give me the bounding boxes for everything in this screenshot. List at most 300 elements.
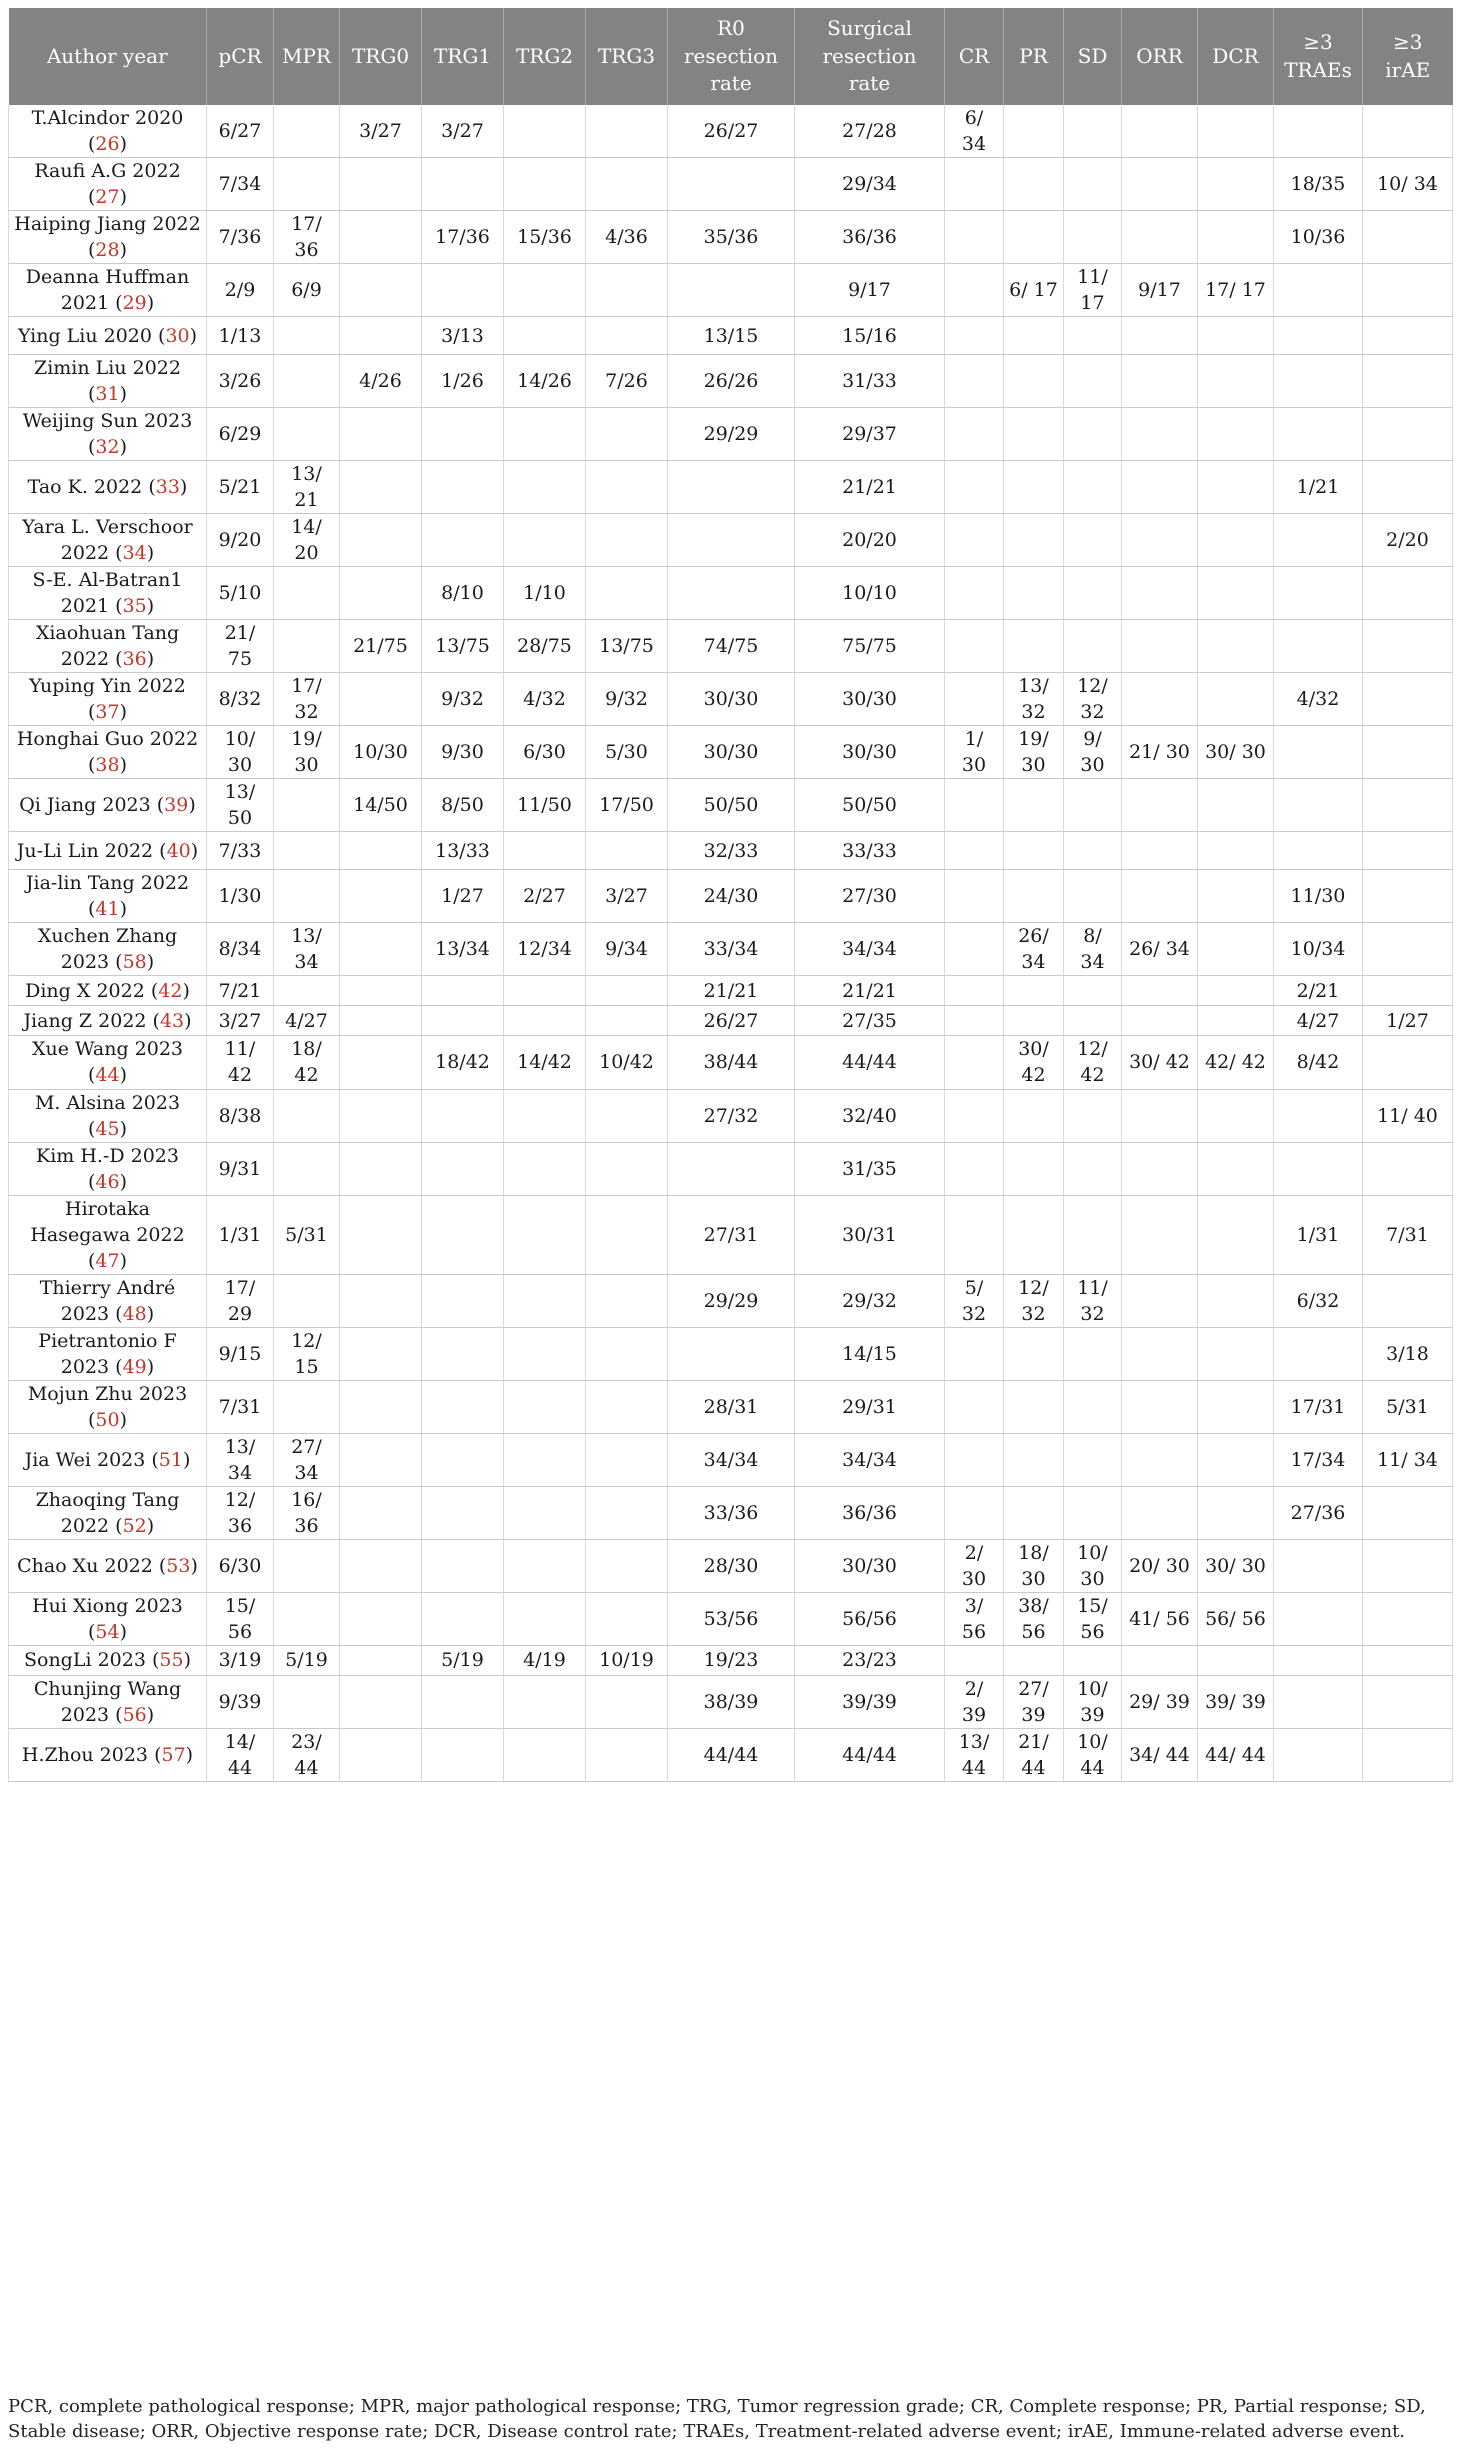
value-cell: 17/36 bbox=[422, 211, 504, 264]
value-cell: 30/30 bbox=[795, 673, 945, 726]
value-cell bbox=[340, 1433, 422, 1486]
author-name: Honghai Guo 2022 bbox=[16, 728, 199, 751]
table-header bbox=[9, 8, 1453, 105]
value-cell: 30/31 bbox=[795, 1195, 945, 1274]
value-cell: 12/ 32 bbox=[1064, 673, 1122, 726]
value-cell bbox=[1363, 923, 1453, 976]
value-cell: 9/30 bbox=[422, 726, 504, 779]
value-cell: 44/44 bbox=[668, 1728, 795, 1781]
value-cell bbox=[1363, 1036, 1453, 1089]
value-cell bbox=[1064, 1433, 1122, 1486]
value-cell bbox=[504, 1089, 586, 1142]
reference-link[interactable]: 46 bbox=[95, 1170, 120, 1193]
value-cell bbox=[1363, 620, 1453, 673]
reference-link[interactable]: 55 bbox=[159, 1649, 184, 1672]
value-cell: 15/16 bbox=[795, 317, 945, 355]
author-name: Ying Liu 2020 bbox=[17, 324, 152, 347]
value-cell bbox=[1122, 1380, 1198, 1433]
value-cell: 28/75 bbox=[504, 620, 586, 673]
value-cell bbox=[1274, 726, 1363, 779]
value-cell bbox=[1004, 408, 1064, 461]
value-cell: 10/42 bbox=[586, 1036, 668, 1089]
reference-link[interactable]: 47 bbox=[95, 1249, 120, 1272]
value-cell bbox=[945, 355, 1004, 408]
value-cell: 30/30 bbox=[668, 726, 795, 779]
value-cell: 26/ 34 bbox=[1004, 923, 1064, 976]
value-cell bbox=[586, 408, 668, 461]
value-cell: 13/33 bbox=[422, 832, 504, 870]
value-cell bbox=[586, 1089, 668, 1142]
value-cell bbox=[422, 1592, 504, 1645]
reference-link[interactable]: 33 bbox=[155, 476, 180, 499]
author-cell: Ying Liu 2020 (30) bbox=[9, 317, 207, 355]
value-cell bbox=[422, 408, 504, 461]
author-cell: Haiping Jiang 2022 (28) bbox=[9, 211, 207, 264]
author-name: Zhaoqing Tang 2022 bbox=[35, 1488, 180, 1537]
value-cell bbox=[274, 779, 340, 832]
reference-link[interactable]: 29 bbox=[122, 292, 147, 315]
value-cell: 9/17 bbox=[795, 264, 945, 317]
value-cell: 3/27 bbox=[207, 1006, 274, 1036]
value-cell bbox=[504, 1675, 586, 1728]
value-cell bbox=[1274, 620, 1363, 673]
value-cell bbox=[274, 317, 340, 355]
author-name: Mojun Zhu 2023 bbox=[27, 1382, 188, 1405]
value-cell bbox=[340, 567, 422, 620]
value-cell bbox=[422, 1675, 504, 1728]
value-cell bbox=[1004, 1006, 1064, 1036]
value-cell: 7/21 bbox=[207, 976, 274, 1006]
value-cell: 33/33 bbox=[795, 832, 945, 870]
value-cell bbox=[1064, 1380, 1122, 1433]
value-cell bbox=[1064, 1327, 1122, 1380]
value-cell bbox=[1064, 976, 1122, 1006]
value-cell: 32/33 bbox=[668, 832, 795, 870]
value-cell bbox=[504, 1006, 586, 1036]
value-cell: 34/34 bbox=[795, 1433, 945, 1486]
value-cell bbox=[422, 1089, 504, 1142]
value-cell bbox=[274, 105, 340, 158]
value-cell bbox=[1122, 779, 1198, 832]
value-cell: 9/32 bbox=[586, 673, 668, 726]
value-cell: 1/31 bbox=[207, 1195, 274, 1274]
value-cell bbox=[1004, 620, 1064, 673]
value-cell: 12/ 42 bbox=[1064, 1036, 1122, 1089]
value-cell bbox=[504, 408, 586, 461]
value-cell: 8/32 bbox=[207, 673, 274, 726]
value-cell: 14/42 bbox=[504, 1036, 586, 1089]
value-cell: 29/29 bbox=[668, 1274, 795, 1327]
value-cell bbox=[586, 1675, 668, 1728]
value-cell bbox=[340, 870, 422, 923]
value-cell: 50/50 bbox=[668, 779, 795, 832]
value-cell bbox=[1004, 1380, 1064, 1433]
table-row bbox=[9, 105, 1453, 158]
value-cell bbox=[340, 461, 422, 514]
reference-link[interactable]: 44 bbox=[95, 1064, 120, 1087]
value-cell: 21/ 30 bbox=[1122, 726, 1198, 779]
value-cell bbox=[422, 976, 504, 1006]
table-row bbox=[9, 1539, 1453, 1592]
table-row bbox=[9, 726, 1453, 779]
reference-link[interactable]: 37 bbox=[95, 701, 120, 724]
value-cell bbox=[1274, 408, 1363, 461]
value-cell: 8/42 bbox=[1274, 1036, 1363, 1089]
column-header: TRG3 bbox=[586, 8, 668, 105]
table-row bbox=[9, 1380, 1453, 1433]
value-cell: 30/ 42 bbox=[1004, 1036, 1064, 1089]
value-cell: 28/30 bbox=[668, 1539, 795, 1592]
value-cell bbox=[1198, 1274, 1274, 1327]
value-cell bbox=[340, 1592, 422, 1645]
value-cell: 10/ 39 bbox=[1064, 1675, 1122, 1728]
value-cell bbox=[1274, 779, 1363, 832]
table-row bbox=[9, 870, 1453, 923]
value-cell: 2/21 bbox=[1274, 976, 1363, 1006]
value-cell bbox=[586, 976, 668, 1006]
value-cell: 1/ 30 bbox=[945, 726, 1004, 779]
value-cell: 29/34 bbox=[795, 158, 945, 211]
value-cell bbox=[422, 264, 504, 317]
reference-link[interactable]: 57 bbox=[161, 1743, 186, 1766]
value-cell: 32/40 bbox=[795, 1089, 945, 1142]
author-cell: Qi Jiang 2023 (39) bbox=[9, 779, 207, 832]
value-cell: 56/ 56 bbox=[1198, 1592, 1274, 1645]
value-cell bbox=[945, 514, 1004, 567]
table-row bbox=[9, 779, 1453, 832]
value-cell bbox=[945, 1006, 1004, 1036]
value-cell bbox=[1363, 870, 1453, 923]
value-cell bbox=[1198, 870, 1274, 923]
value-cell bbox=[1004, 211, 1064, 264]
value-cell bbox=[945, 976, 1004, 1006]
value-cell bbox=[1064, 832, 1122, 870]
value-cell bbox=[1004, 1195, 1064, 1274]
reference-link[interactable]: 31 bbox=[95, 383, 120, 406]
value-cell bbox=[1198, 1486, 1274, 1539]
value-cell: 14/50 bbox=[340, 779, 422, 832]
value-cell bbox=[1004, 1433, 1064, 1486]
reference-link[interactable]: 27 bbox=[95, 186, 120, 209]
value-cell: 21/21 bbox=[795, 461, 945, 514]
value-cell bbox=[340, 976, 422, 1006]
value-cell bbox=[1004, 832, 1064, 870]
value-cell: 4/36 bbox=[586, 211, 668, 264]
value-cell bbox=[1122, 1006, 1198, 1036]
value-cell bbox=[1064, 1142, 1122, 1195]
value-cell bbox=[668, 1327, 795, 1380]
value-cell: 16/ 36 bbox=[274, 1486, 340, 1539]
column-header: PR bbox=[1004, 8, 1064, 105]
value-cell bbox=[1274, 1089, 1363, 1142]
value-cell: 14/ 44 bbox=[207, 1728, 274, 1781]
value-cell: 7/36 bbox=[207, 211, 274, 264]
value-cell bbox=[1122, 211, 1198, 264]
value-cell: 14/26 bbox=[504, 355, 586, 408]
value-cell bbox=[1122, 514, 1198, 567]
reference-link[interactable]: 48 bbox=[122, 1302, 147, 1325]
value-cell bbox=[340, 317, 422, 355]
value-cell bbox=[340, 1645, 422, 1675]
author-cell: Chao Xu 2022 (53) bbox=[9, 1539, 207, 1592]
value-cell: 13/75 bbox=[422, 620, 504, 673]
column-header: ORR bbox=[1122, 8, 1198, 105]
value-cell: 11/ 34 bbox=[1363, 1433, 1453, 1486]
reference-link[interactable]: 51 bbox=[158, 1448, 183, 1471]
author-cell: Honghai Guo 2022 (38) bbox=[9, 726, 207, 779]
reference-link[interactable]: 36 bbox=[122, 648, 147, 671]
reference-link[interactable]: 42 bbox=[158, 979, 183, 1002]
value-cell bbox=[1198, 1380, 1274, 1433]
value-cell bbox=[1004, 355, 1064, 408]
value-cell bbox=[945, 1486, 1004, 1539]
value-cell: 38/39 bbox=[668, 1675, 795, 1728]
value-cell: 1/13 bbox=[207, 317, 274, 355]
author-cell: SongLi 2023 (55) bbox=[9, 1645, 207, 1675]
author-cell: Ding X 2022 (42) bbox=[9, 976, 207, 1006]
value-cell: 2/ 39 bbox=[945, 1675, 1004, 1728]
reference-link[interactable]: 49 bbox=[122, 1355, 147, 1378]
author-cell: Jia Wei 2023 (51) bbox=[9, 1433, 207, 1486]
author-cell: Hirotaka Hasegawa 2022 (47) bbox=[9, 1195, 207, 1274]
reference-link[interactable]: 41 bbox=[95, 898, 120, 921]
value-cell bbox=[586, 567, 668, 620]
value-cell bbox=[1122, 1142, 1198, 1195]
reference-link[interactable]: 45 bbox=[95, 1117, 120, 1140]
value-cell bbox=[340, 1539, 422, 1592]
value-cell bbox=[586, 1327, 668, 1380]
value-cell bbox=[1274, 1645, 1363, 1675]
value-cell: 34/34 bbox=[668, 1433, 795, 1486]
value-cell bbox=[945, 1195, 1004, 1274]
reference-link[interactable]: 28 bbox=[95, 239, 120, 262]
value-cell bbox=[1122, 1645, 1198, 1675]
value-cell bbox=[340, 408, 422, 461]
reference-link[interactable]: 40 bbox=[166, 839, 191, 862]
value-cell bbox=[340, 1728, 422, 1781]
author-cell: Tao K. 2022 (33) bbox=[9, 461, 207, 514]
author-cell: Jiang Z 2022 (43) bbox=[9, 1006, 207, 1036]
value-cell: 39/ 39 bbox=[1198, 1675, 1274, 1728]
reference-link[interactable]: 30 bbox=[165, 324, 190, 347]
reference-link[interactable]: 32 bbox=[95, 436, 120, 459]
value-cell bbox=[1363, 355, 1453, 408]
value-cell: 11/30 bbox=[1274, 870, 1363, 923]
value-cell bbox=[586, 1006, 668, 1036]
reference-link[interactable]: 52 bbox=[122, 1514, 147, 1537]
value-cell bbox=[1274, 1539, 1363, 1592]
value-cell bbox=[274, 1592, 340, 1645]
value-cell bbox=[1122, 1486, 1198, 1539]
value-cell bbox=[668, 158, 795, 211]
value-cell: 30/30 bbox=[795, 726, 945, 779]
value-cell bbox=[1064, 1195, 1122, 1274]
author-name: Jia-lin Tang 2022 bbox=[25, 872, 190, 895]
value-cell: 17/50 bbox=[586, 779, 668, 832]
value-cell bbox=[504, 1142, 586, 1195]
table-row bbox=[9, 832, 1453, 870]
value-cell: 27/36 bbox=[1274, 1486, 1363, 1539]
value-cell: 9/15 bbox=[207, 1327, 274, 1380]
value-cell bbox=[1064, 105, 1122, 158]
value-cell bbox=[1198, 673, 1274, 726]
value-cell: 9/ 30 bbox=[1064, 726, 1122, 779]
author-cell: Pietrantonio F 2023 (49) bbox=[9, 1327, 207, 1380]
value-cell bbox=[1198, 832, 1274, 870]
value-cell: 5/31 bbox=[274, 1195, 340, 1274]
author-cell: Raufi A.G 2022 (27) bbox=[9, 158, 207, 211]
value-cell bbox=[340, 1036, 422, 1089]
value-cell: 6/ 17 bbox=[1004, 264, 1064, 317]
value-cell: 26/ 34 bbox=[1122, 923, 1198, 976]
value-cell bbox=[504, 105, 586, 158]
reference-link[interactable]: 54 bbox=[95, 1620, 120, 1643]
value-cell bbox=[1363, 317, 1453, 355]
table-row bbox=[9, 1089, 1453, 1142]
value-cell: 3/19 bbox=[207, 1645, 274, 1675]
value-cell bbox=[1363, 976, 1453, 1006]
reference-link[interactable]: 53 bbox=[166, 1554, 191, 1577]
reference-link[interactable]: 56 bbox=[122, 1703, 147, 1726]
value-cell: 15/ 56 bbox=[207, 1592, 274, 1645]
table-footnote: PCR, complete pathological response; MPR, major pathological response; TRG, Tumor regression grade; CR, Complete response; PR, Partial response; SD, Stable disease; ORR, Objective response rate; DCR, Disease control rate; TRAEs, Treatment-related adverse event; irAE, Immune-related adverse event. bbox=[8, 2396, 1426, 2442]
value-cell bbox=[1198, 461, 1274, 514]
value-cell bbox=[504, 1274, 586, 1327]
value-cell: 26/26 bbox=[668, 355, 795, 408]
value-cell: 6/ 34 bbox=[945, 105, 1004, 158]
value-cell: 8/38 bbox=[207, 1089, 274, 1142]
value-cell: 5/ 32 bbox=[945, 1274, 1004, 1327]
value-cell bbox=[504, 317, 586, 355]
value-cell bbox=[274, 408, 340, 461]
table-row bbox=[9, 461, 1453, 514]
value-cell: 27/ 39 bbox=[1004, 1675, 1064, 1728]
value-cell: 1/27 bbox=[1363, 1006, 1453, 1036]
value-cell: 15/ 56 bbox=[1064, 1592, 1122, 1645]
author-name: Ding X 2022 bbox=[25, 979, 145, 1002]
value-cell bbox=[945, 620, 1004, 673]
value-cell bbox=[504, 264, 586, 317]
reference-link[interactable]: 35 bbox=[122, 595, 147, 618]
value-cell bbox=[504, 1380, 586, 1433]
author-name: Weijing Sun 2023 bbox=[22, 410, 193, 433]
author-cell: Yara L. Verschoor 2022 (34) bbox=[9, 514, 207, 567]
table-row bbox=[9, 408, 1453, 461]
value-cell bbox=[1122, 355, 1198, 408]
column-header: TRG0 bbox=[340, 8, 422, 105]
value-cell bbox=[1064, 408, 1122, 461]
value-cell bbox=[422, 1327, 504, 1380]
author-name: Chunjing Wang 2023 bbox=[33, 1677, 182, 1726]
reference-link[interactable]: 50 bbox=[95, 1408, 120, 1431]
value-cell: 6/27 bbox=[207, 105, 274, 158]
value-cell: 3/27 bbox=[586, 870, 668, 923]
value-cell bbox=[422, 514, 504, 567]
author-name: SongLi 2023 bbox=[23, 1649, 146, 1672]
value-cell: 2/ 30 bbox=[945, 1539, 1004, 1592]
value-cell bbox=[1363, 1728, 1453, 1781]
value-cell: 13/ 34 bbox=[207, 1433, 274, 1486]
value-cell: 42/ 42 bbox=[1198, 1036, 1274, 1089]
value-cell: 27/35 bbox=[795, 1006, 945, 1036]
value-cell bbox=[586, 1728, 668, 1781]
value-cell: 11/ 42 bbox=[207, 1036, 274, 1089]
author-name: Tao K. 2022 bbox=[27, 476, 143, 499]
value-cell bbox=[1198, 158, 1274, 211]
value-cell bbox=[274, 620, 340, 673]
value-cell bbox=[340, 1006, 422, 1036]
value-cell bbox=[1363, 673, 1453, 726]
value-cell: 27/32 bbox=[668, 1089, 795, 1142]
value-cell: 8/50 bbox=[422, 779, 504, 832]
value-cell bbox=[340, 1195, 422, 1274]
value-cell bbox=[1122, 673, 1198, 726]
table-row bbox=[9, 1728, 1453, 1781]
value-cell bbox=[1004, 514, 1064, 567]
value-cell: 3/13 bbox=[422, 317, 504, 355]
value-cell: 8/34 bbox=[207, 923, 274, 976]
value-cell bbox=[504, 1539, 586, 1592]
value-cell bbox=[422, 158, 504, 211]
value-cell: 21/75 bbox=[340, 620, 422, 673]
author-name: Yuping Yin 2022 bbox=[29, 675, 186, 698]
value-cell: 19/23 bbox=[668, 1645, 795, 1675]
column-header: ≥3 irAE bbox=[1363, 8, 1453, 105]
value-cell bbox=[1274, 1327, 1363, 1380]
value-cell: 26/27 bbox=[668, 105, 795, 158]
value-cell bbox=[1363, 1675, 1453, 1728]
reference-link[interactable]: 43 bbox=[159, 1009, 185, 1032]
column-header: Surgical resection rate bbox=[795, 8, 945, 105]
table-row bbox=[9, 673, 1453, 726]
value-cell bbox=[274, 1142, 340, 1195]
value-cell bbox=[422, 1728, 504, 1781]
value-cell bbox=[1064, 514, 1122, 567]
value-cell: 2/9 bbox=[207, 264, 274, 317]
value-cell: 7/26 bbox=[586, 355, 668, 408]
reference-link[interactable]: 38 bbox=[95, 754, 120, 777]
author-cell: Xue Wang 2023 (44) bbox=[9, 1036, 207, 1089]
reference-link[interactable]: 26 bbox=[95, 133, 120, 156]
table-row bbox=[9, 1675, 1453, 1728]
value-cell bbox=[668, 1142, 795, 1195]
value-cell bbox=[340, 1142, 422, 1195]
reference-link[interactable]: 58 bbox=[122, 951, 147, 974]
value-cell: 24/30 bbox=[668, 870, 795, 923]
reference-link[interactable]: 34 bbox=[122, 542, 147, 565]
value-cell: 27/31 bbox=[668, 1195, 795, 1274]
author-name: Pietrantonio F 2023 bbox=[38, 1329, 177, 1378]
value-cell bbox=[1004, 1645, 1064, 1675]
value-cell: 13/34 bbox=[422, 923, 504, 976]
author-name: Haiping Jiang 2022 bbox=[14, 213, 201, 236]
value-cell: 13/ 44 bbox=[945, 1728, 1004, 1781]
author-name: Hui Xiong 2023 bbox=[32, 1594, 183, 1617]
value-cell bbox=[945, 1433, 1004, 1486]
author-name: M. Alsina 2023 bbox=[34, 1091, 181, 1114]
value-cell bbox=[340, 158, 422, 211]
value-cell bbox=[1274, 567, 1363, 620]
value-cell bbox=[340, 673, 422, 726]
value-cell bbox=[1363, 567, 1453, 620]
value-cell bbox=[586, 1274, 668, 1327]
value-cell: 10/ 34 bbox=[1363, 158, 1453, 211]
value-cell: 9/34 bbox=[586, 923, 668, 976]
value-cell: 13/75 bbox=[586, 620, 668, 673]
value-cell bbox=[1004, 870, 1064, 923]
reference-link[interactable]: 39 bbox=[164, 794, 189, 817]
value-cell bbox=[274, 870, 340, 923]
